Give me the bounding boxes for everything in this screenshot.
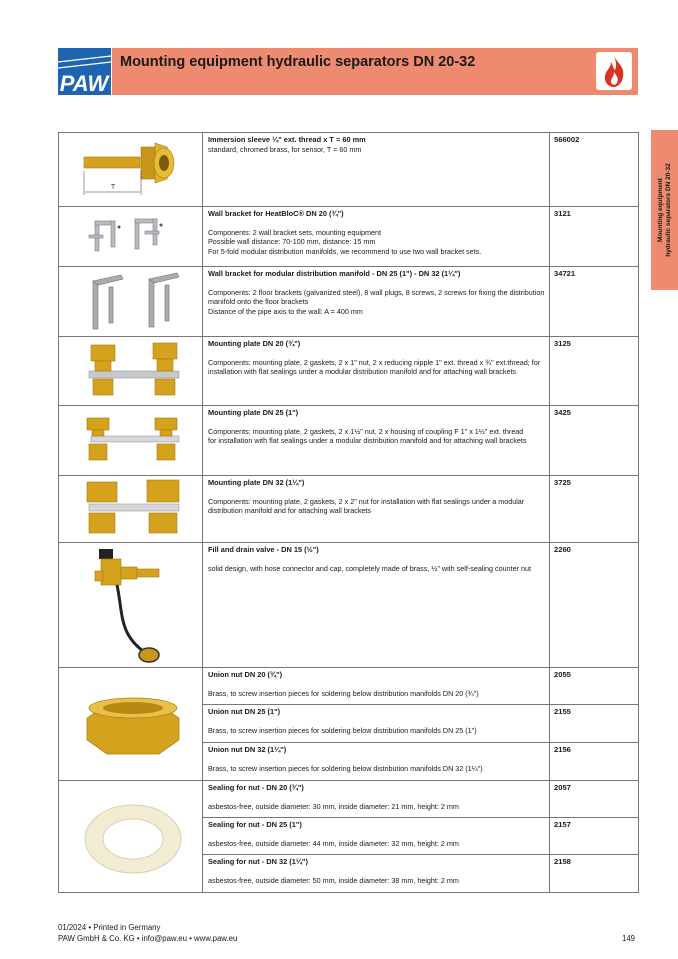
flame-icon: [596, 52, 632, 90]
product-detail: Brass, to screw insertion pieces for soldering below distribution manifolds DN 20 (¾"): [208, 688, 479, 698]
product-description: [203, 781, 550, 818]
product-detail: Brass, to screw insertion pieces for soldering below distribution manifolds DN 32 (1¼"): [208, 763, 483, 773]
logo-text: PAW: [59, 71, 109, 95]
product-name: Wall bracket for HeatBloC® DN 20 (¾"): [208, 209, 344, 218]
product-code: 2157: [550, 818, 639, 855]
product-name: Mounting plate DN 25 (1"): [208, 408, 299, 417]
product-image-wall-bracket: [59, 207, 203, 267]
product-table: [58, 132, 639, 893]
footer: [58, 923, 237, 944]
page-header: [112, 48, 638, 95]
product-description: [203, 818, 550, 855]
product-code: 2155: [550, 705, 639, 743]
footer-company-contact: PAW GmbH & Co. KG • info@paw.eu • www.paw.eu: [58, 933, 238, 943]
product-image-sealing: [59, 781, 203, 893]
product-code: 2158: [550, 855, 639, 893]
product-description: [203, 476, 550, 543]
product-image-floor-bracket: [59, 267, 203, 337]
table-row: [59, 781, 639, 818]
product-code: 2057: [550, 781, 639, 818]
table-row: [59, 267, 639, 337]
product-detail: asbestos-free, outside diameter: 50 mm, inside diameter: 38 mm, height: 2 mm: [208, 875, 459, 885]
table-row: [59, 476, 639, 543]
product-detail: asbestos-free, outside diameter: 44 mm, inside diameter: 32 mm, height: 2 mm: [208, 838, 459, 848]
table-row: [59, 406, 639, 476]
table-row: [59, 543, 639, 668]
product-code: 3125: [550, 337, 639, 406]
product-detail: For 5-fold modular distribution manifolds, we recommend to use two wall bracket sets.: [208, 246, 482, 256]
product-image-mounting-plate-dn32: [59, 476, 203, 543]
table-row: [59, 337, 639, 406]
product-image-mounting-plate-dn20: [59, 337, 203, 406]
product-description: [203, 337, 550, 406]
product-detail: asbestos-free, outside diameter: 30 mm, inside diameter: 21 mm, height: 2 mm: [208, 801, 459, 811]
product-detail: Components: 2 wall bracket sets, mounting equipment: [208, 227, 381, 237]
product-name: Sealing for nut - DN 25 (1"): [208, 820, 302, 829]
product-name: Mounting plate DN 32 (1¼"): [208, 478, 305, 487]
product-code: 3121: [550, 207, 639, 267]
product-description: [203, 855, 550, 893]
product-detail: Components: mounting plate, 2 gaskets, 2 x 1½" nut, 2 x housing of coupling F 1" x 1½" ext. thread: [208, 426, 524, 436]
product-description: [203, 543, 550, 668]
product-name: Fill and drain valve - DN 15 (½"): [208, 545, 319, 554]
product-description: [203, 743, 550, 781]
product-detail: solid design, with hose connector and cap, completely made of brass, ½" with self-sealing counter nut: [208, 563, 531, 573]
product-name: Union nut DN 20 (¾"): [208, 670, 283, 679]
product-image-immersion-sleeve: [59, 133, 203, 207]
product-code: 566002: [550, 133, 639, 207]
page-number: 149: [622, 934, 636, 943]
product-name: Union nut DN 25 (1"): [208, 707, 281, 716]
product-detail: Components: 2 floor brackets (galvanized steel), 8 wall plugs, 8 screws, 2 screws for fixing the distribution manifold onto the floor brackets: [208, 287, 545, 307]
product-image-union-nut: [59, 668, 203, 781]
product-name: Wall bracket for modular distribution manifold - DN 25 (1") - DN 32 (1¼"): [208, 269, 461, 278]
footer-print-info: 01/2024 • Printed in Germany: [58, 923, 161, 932]
product-description: [203, 705, 550, 743]
product-name: Union nut DN 32 (1¼"): [208, 745, 287, 754]
product-name: Sealing for nut - DN 32 (1¼"): [208, 857, 309, 866]
side-tab-line2: hydraulic separators DN 20-32: [664, 163, 672, 257]
product-code: 3425: [550, 406, 639, 476]
table-row: [59, 668, 639, 705]
product-name: Sealing for nut - DN 20 (¾"): [208, 783, 304, 792]
product-code: 2156: [550, 743, 639, 781]
product-name: Mounting plate DN 20 (¾"): [208, 339, 301, 348]
product-code: 2260: [550, 543, 639, 668]
product-name: Immersion sleeve ¼" ext. thread x T = 60 mm: [208, 135, 366, 144]
product-description: [203, 668, 550, 705]
side-tab: [651, 130, 678, 290]
dimension-label-t: T: [110, 184, 116, 191]
product-code: 3725: [550, 476, 639, 543]
product-detail: Brass, to screw insertion pieces for soldering below distribution manifolds DN 25 (1"): [208, 725, 477, 735]
product-code: 34721: [550, 267, 639, 337]
product-code: 2055: [550, 668, 639, 705]
product-image-mounting-plate-dn25: [59, 406, 203, 476]
paw-logo: [58, 48, 111, 95]
product-detail: Possible wall distance: 70-100 mm, distance: 15 mm: [208, 237, 376, 247]
side-tab-line1: Mounting equipment: [656, 178, 664, 242]
product-description: [203, 207, 550, 267]
product-detail: standard, chromed brass, for sensor, T = 60 mm: [208, 144, 362, 154]
product-description: [203, 406, 550, 476]
product-detail: Distance of the pipe axis to the wall: A = 400 mm: [208, 306, 363, 316]
product-detail: for installation with flat sealings under a modular distribution manifold and for attaching wall brackets: [208, 436, 527, 446]
product-detail: Components: mounting plate, 2 gaskets, 2 x 2" nut for installation with flat sealings under a modular distribution manifold and for attaching wall brackets: [208, 496, 525, 516]
product-description: [203, 267, 550, 337]
product-description: [203, 133, 550, 207]
table-row: [59, 207, 639, 267]
product-image-fill-drain-valve: [59, 543, 203, 668]
page-title: Mounting equipment hydraulic separators DN 20-32: [120, 54, 476, 70]
product-detail: Components: mounting plate, 2 gaskets, 2 x 1" nut, 2 x reducing nipple 1" ext. thread x ¾" ext.thread; for installation with flat sealings under a modular distribution manifold and for attaching wall brackets: [208, 357, 541, 377]
table-row: [59, 133, 639, 207]
